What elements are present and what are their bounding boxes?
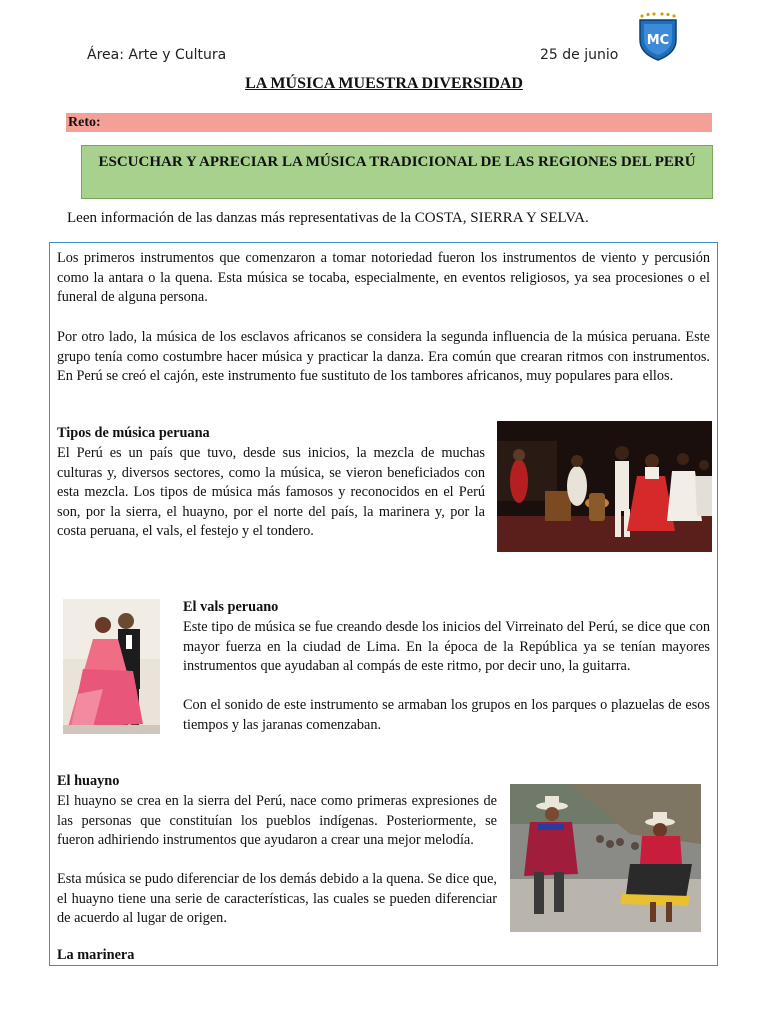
- heading-vals: El vals peruano: [183, 599, 279, 615]
- intro-text: Leen información de las danzas más representativas de la COSTA, SIERRA Y SELVA.: [67, 210, 589, 226]
- paragraph-vals-2: Con el sonido de este instrumento se armaban los grupos en los parques o plazuelas de esos tiempos y las jaranas comenzaban.: [183, 697, 710, 733]
- paragraph-huayno-2: Esta música se pudo diferenciar de los demás debido a la quena. Se dice que, el huayno tiene una serie de características, las cuales se pueden diferenciar de acuerdo al lugar de origen.: [57, 871, 497, 927]
- paragraph-vals-1: Este tipo de música se fue creando desde los inicios del Virreinato del Perú, se dice que con mayor fuerza en la ciudad de Lima. En la época de la República ya se tenían mayores instrumentos que ayudaban al compás de este ritmo, por decir uno, la guitarra.: [183, 619, 710, 675]
- area-label: Área: Arte y Cultura: [87, 47, 227, 63]
- reto-text: ESCUCHAR Y APRECIAR LA MÚSICA TRADICIONAL DE LAS REGIONES DEL PERÚ: [81, 145, 713, 199]
- paragraph-tipos: El Perú es un país que tuvo, desde sus inicios, la mezcla de muchas culturas y, diversos sectores, como la música, se vieron beneficiados con esta mezcla. Los tipos de música más famosos y reconocidos en el Perú son, por la sierra, el huayno, por el norte del país, la marinera y, por la costa peruana, el vals, el festejo y el tondero.: [57, 445, 485, 540]
- reto-label: Reto:: [66, 113, 712, 132]
- paragraph-african: Por otro lado, la música de los esclavos africanos se considera la segunda influencia de la música peruana. Este grupo tenía como costumbre hacer música y practicar la danza. Era común que crearan ritmos con instrumentos. En Perú se creó el cajón, este instrumento fue sustituto de los tambores africanos, muy populares para ellos.: [57, 329, 710, 385]
- paragraph-instruments: Los primeros instrumentos que comenzaron a tomar notoriedad fueron los instrumentos de viento y percusión como la antara o la quena. Esta música se tocaba, especialmente, en eventos religiosos, ya sea procesiones o el funeral de alguna persona.: [57, 250, 710, 306]
- dancers-stage-photo: [497, 421, 712, 552]
- school-logo: [636, 12, 680, 62]
- page-title: LA MÚSICA MUESTRA DIVERSIDAD: [245, 75, 523, 92]
- heading-tipos: Tipos de música peruana: [57, 425, 210, 441]
- date-label: 25 de junio: [540, 47, 619, 63]
- vals-dancers-photo: [63, 599, 160, 734]
- paragraph-huayno-1: El huayno se crea en la sierra del Perú, nace como primeras expresiones de las personas que constituían los pueblos indígenas. Posteriormente, se fueron adhiriendo instrumentos que ayudaron a crear una mejor melodía.: [57, 793, 497, 849]
- heading-huayno: El huayno: [57, 773, 120, 789]
- logo-text: MC: [646, 33, 670, 48]
- huayno-dancers-photo: [510, 784, 701, 932]
- heading-marinera: La marinera: [57, 947, 135, 963]
